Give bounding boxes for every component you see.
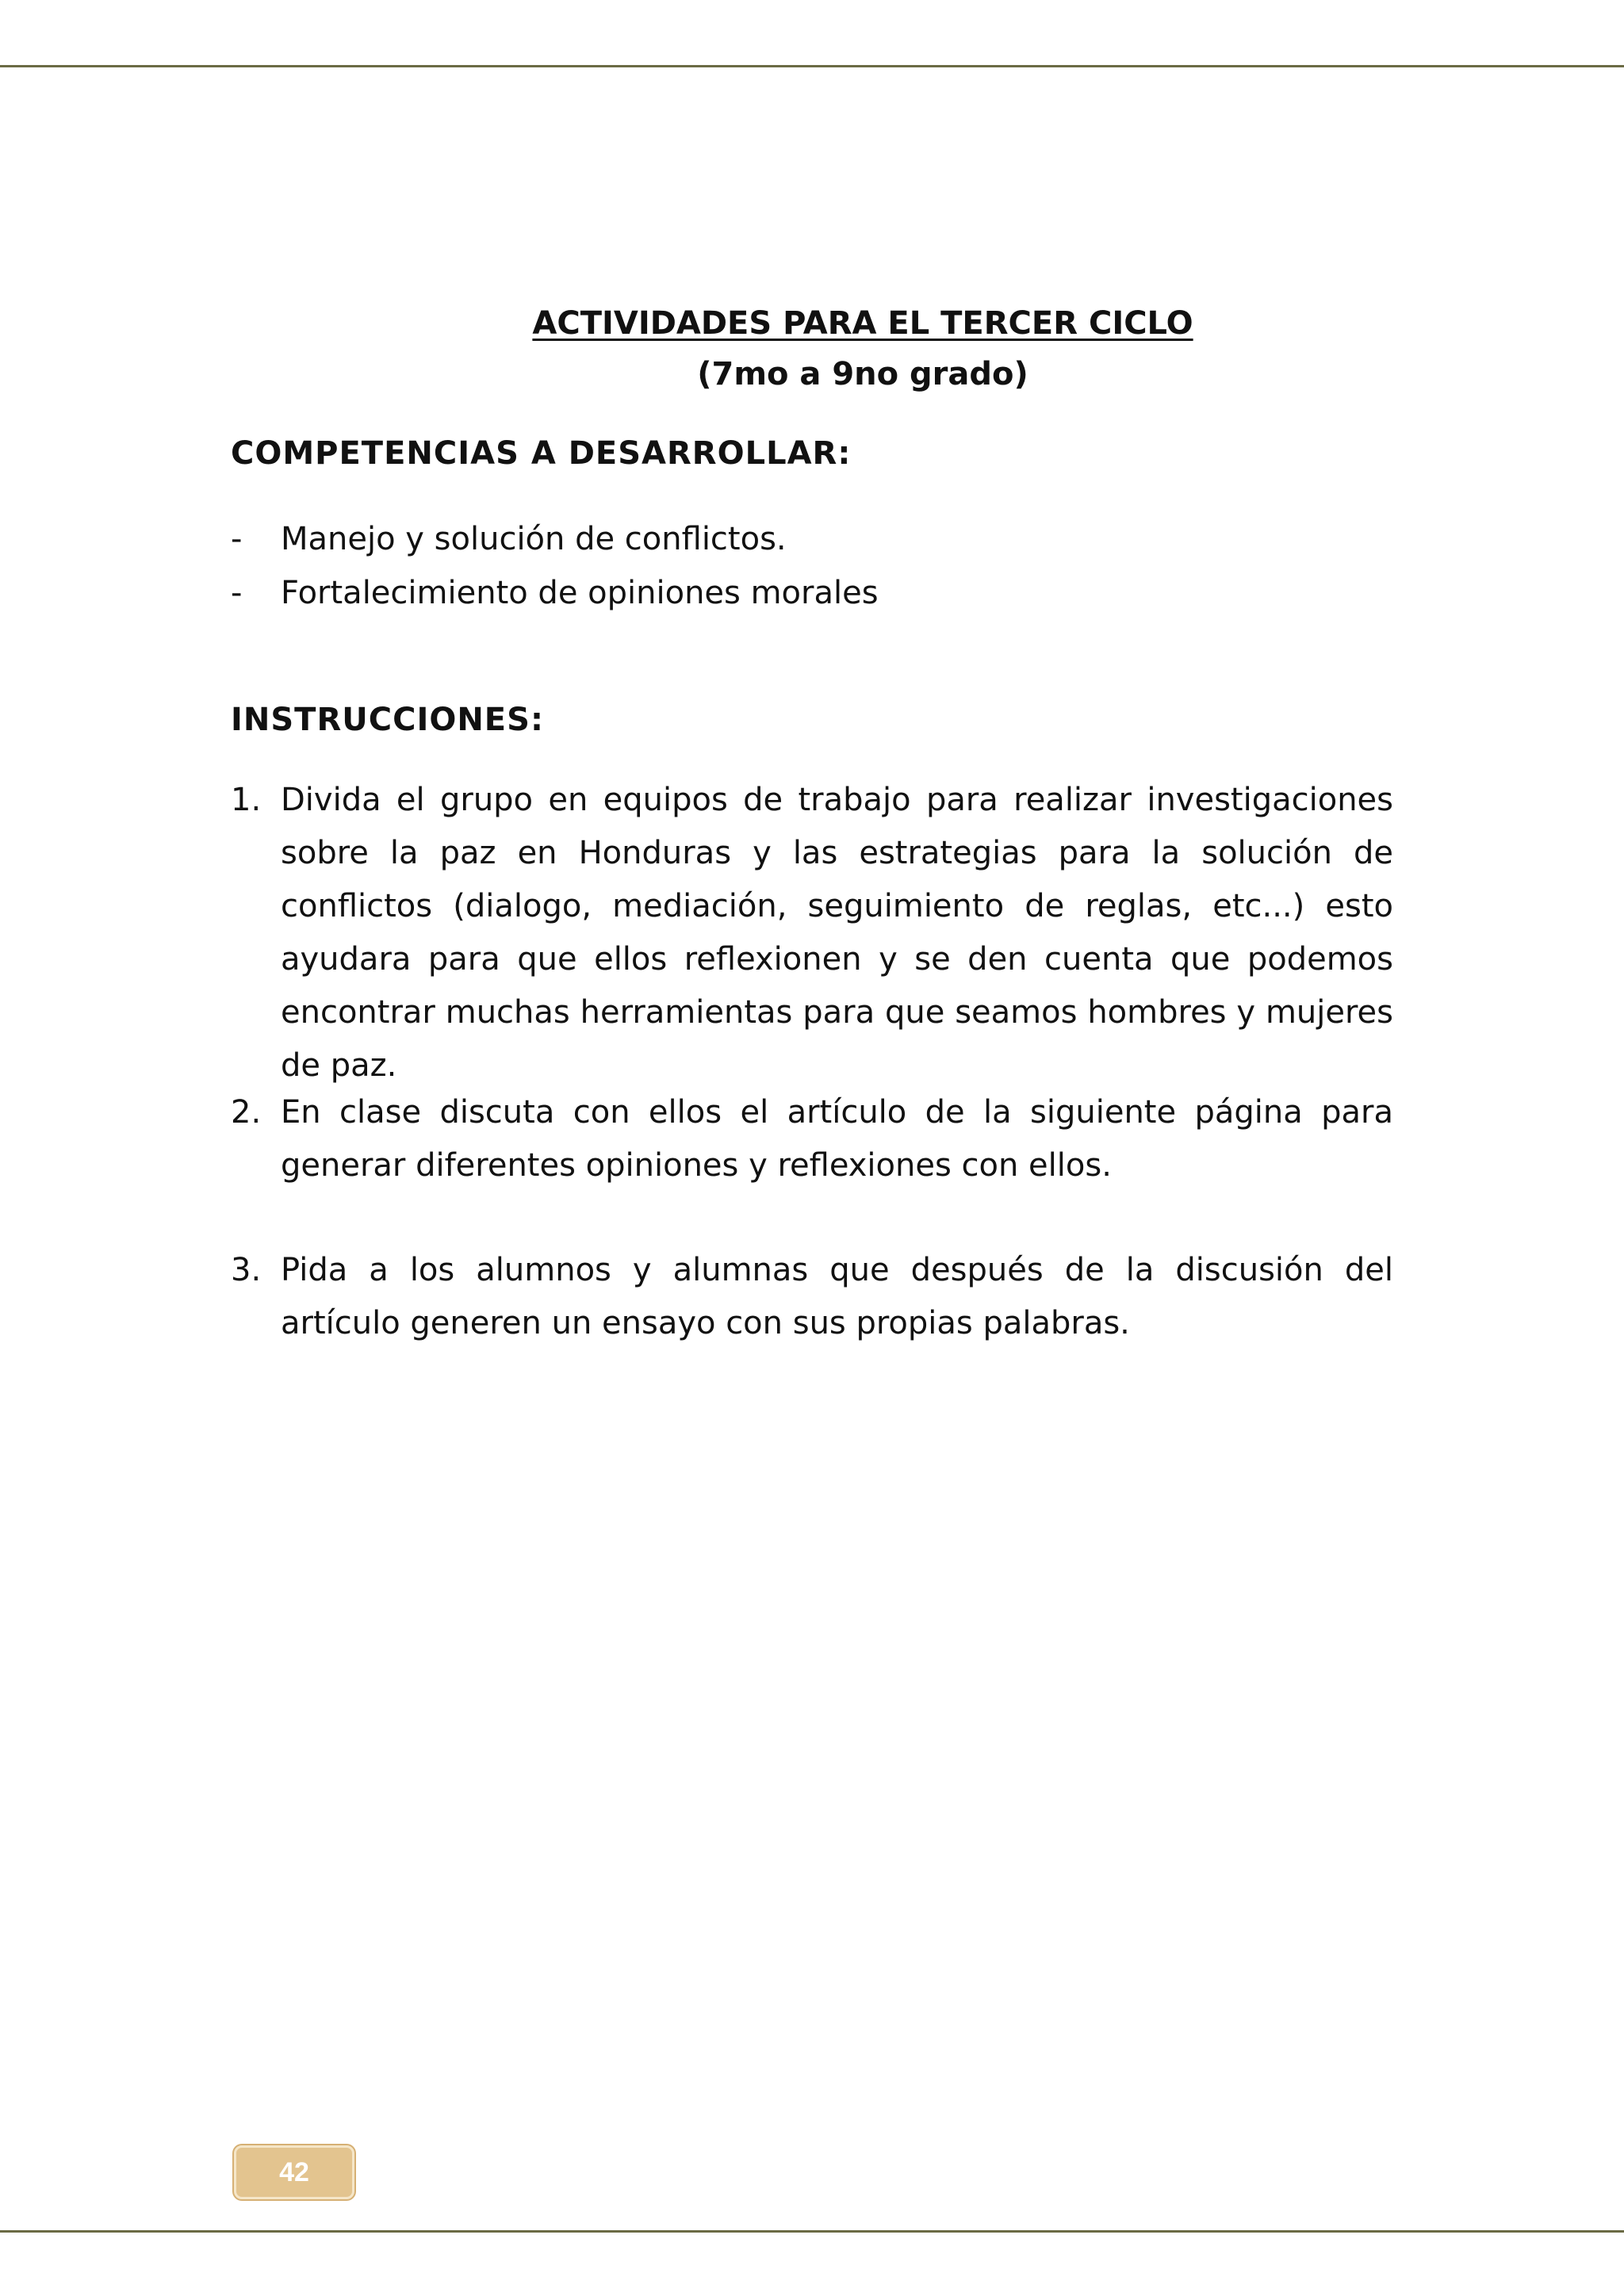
instruction-step-3	[231, 1244, 1393, 1350]
page-subtitle: (7mo a 9no grado)	[697, 356, 1028, 392]
top-divider	[0, 65, 1624, 67]
bullet-marker: -	[231, 575, 243, 611]
list-item	[231, 1244, 1393, 1350]
list-item	[231, 512, 879, 566]
bottom-divider	[0, 2230, 1624, 2233]
page-number-badge: 42	[234, 2145, 354, 2199]
step-text: Pida a los alumnos y alumnas que después de la discusión del artículo generen un ensayo con sus propias palabras.	[281, 1252, 1393, 1341]
competencias-heading: COMPETENCIAS A DESARROLLAR:	[231, 435, 852, 472]
step-text: Divida el grupo en equipos de trabajo para realizar investigaciones sobre la paz en Honduras y las estrategias para la solución de conflictos (dialogo, mediación, seguimiento de reglas, etc...) esto ayudara para que ellos reflexionen y se den cuenta que podemos encontrar muchas herramientas para que seamos hombres y mujeres de paz.	[281, 782, 1393, 1084]
list-item-text: Manejo y solución de conflictos.	[281, 521, 787, 557]
bullet-marker: -	[231, 521, 243, 557]
instruction-step-1	[231, 774, 1393, 1093]
instruction-step-2	[231, 1086, 1393, 1192]
list-item	[231, 566, 879, 620]
list-item	[231, 774, 1393, 1093]
step-number: 3.	[231, 1252, 262, 1288]
competencias-list	[231, 512, 879, 620]
list-item	[231, 1086, 1393, 1192]
step-number: 1.	[231, 782, 262, 818]
instrucciones-heading: INSTRUCCIONES:	[231, 702, 544, 738]
page-title: ACTIVIDADES PARA EL TERCER CICLO	[532, 305, 1193, 342]
step-number: 2.	[231, 1094, 262, 1131]
step-text: En clase discuta con ellos el artículo de la siguiente página para generar diferentes opiniones y reflexiones con ellos.	[281, 1094, 1393, 1184]
list-item-text: Fortalecimiento de opiniones morales	[281, 575, 879, 611]
